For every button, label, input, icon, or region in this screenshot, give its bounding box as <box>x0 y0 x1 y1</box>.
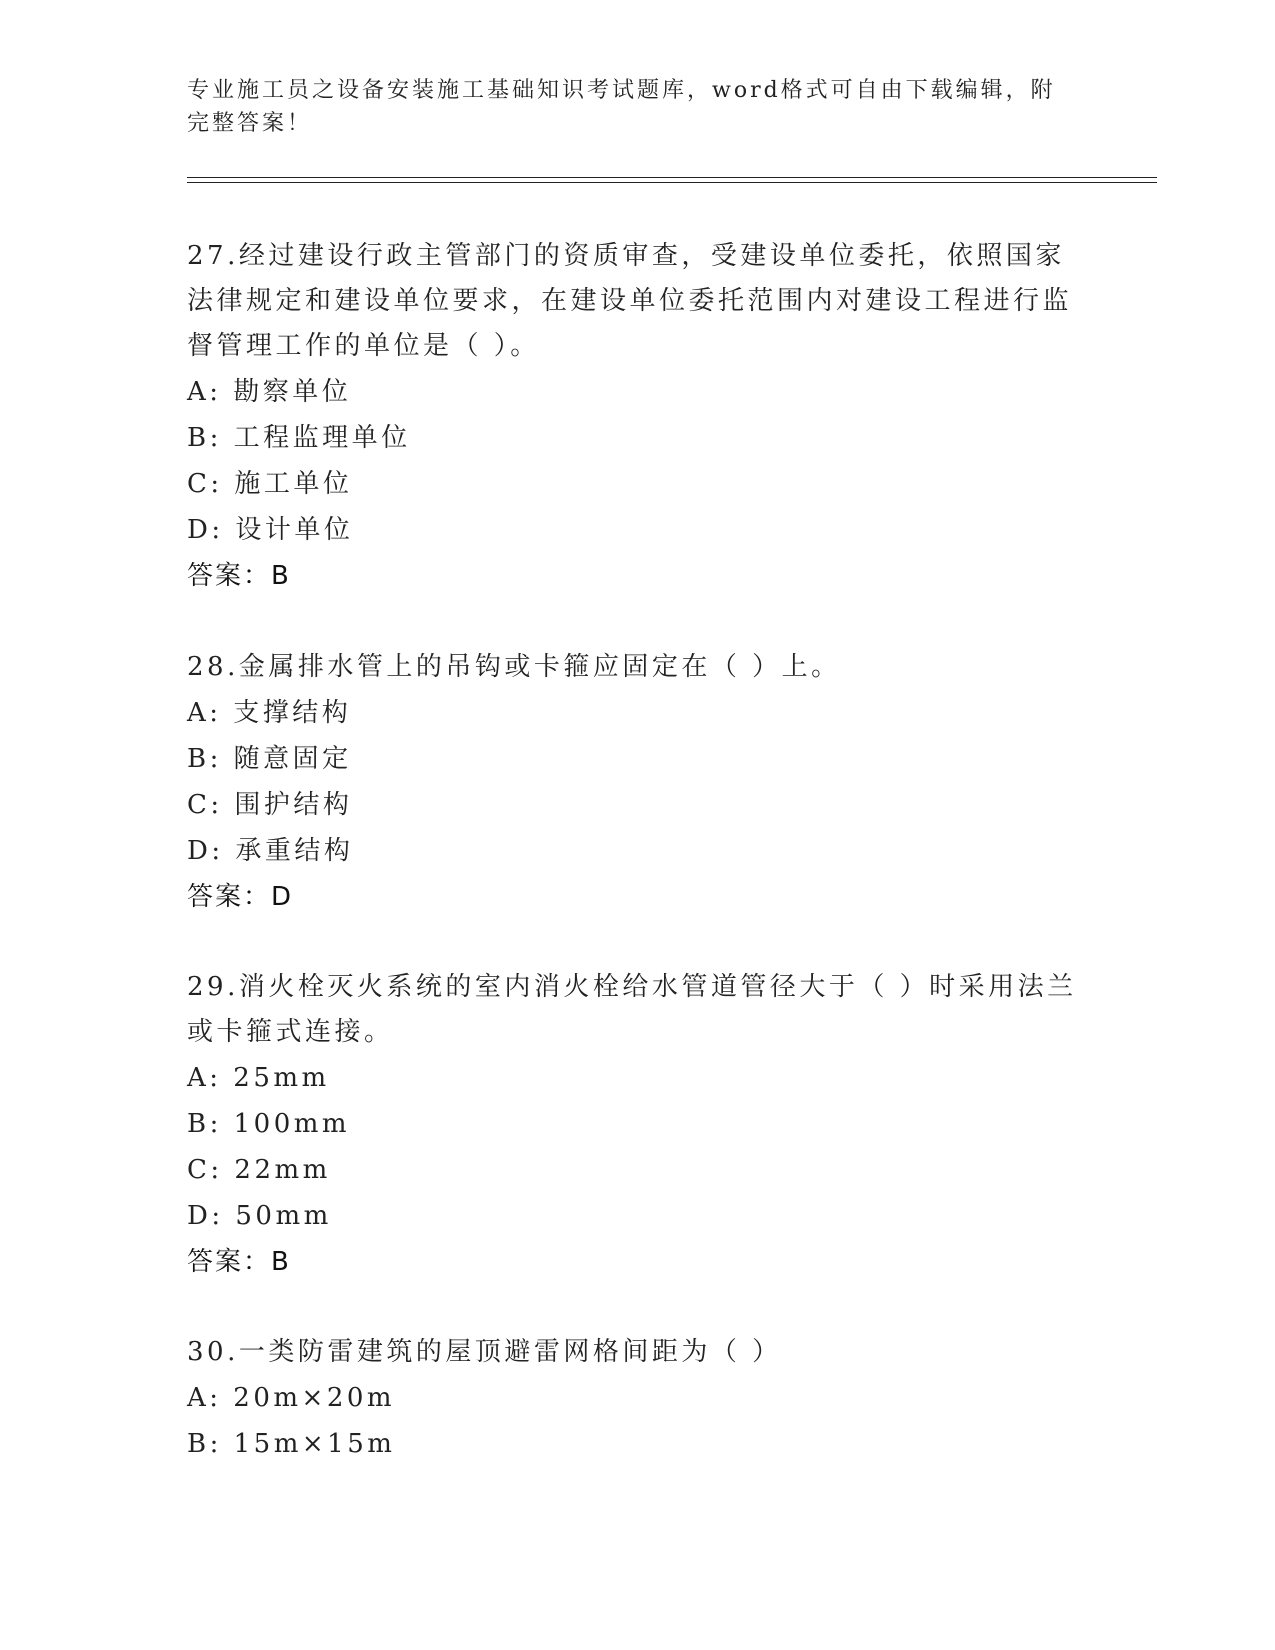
question-27 <box>187 234 1087 599</box>
answer: 答案：B <box>187 1247 291 1277</box>
option-c: C: 围护结构 <box>187 790 353 820</box>
option-c: C: 施工单位 <box>187 469 353 499</box>
question-stem: 28.金属排水管上的吊钩或卡箍应固定在（ ）上。 <box>187 652 841 682</box>
option-a: A: 支撑结构 <box>187 698 352 728</box>
question-28 <box>187 645 1087 920</box>
option-b: B: 15m×15m <box>187 1429 396 1459</box>
option-a: A: 勘察单位 <box>187 377 352 407</box>
option-d: D: 50mm <box>187 1201 332 1231</box>
question-29 <box>187 965 1087 1285</box>
document-header: 专业施工员之设备安装施工基础知识考试题库，word格式可自由下载编辑，附完整答案！ <box>187 78 1056 136</box>
option-b: B: 100mm <box>187 1109 351 1139</box>
option-c: C: 22mm <box>187 1155 331 1185</box>
question-stem: 29.消火栓灭火系统的室内消火栓给水管道管径大于（ ）时采用法兰或卡箍式连接。 <box>187 972 1077 1047</box>
question-stem: 30.一类防雷建筑的屋顶避雷网格间距为（ ） <box>187 1337 782 1367</box>
option-d: D: 承重结构 <box>187 836 354 866</box>
option-b: B: 工程监理单位 <box>187 423 411 453</box>
option-a: A: 25mm <box>187 1063 330 1093</box>
question-stem: 27.经过建设行政主管部门的资质审查，受建设单位委托，依照国家法律规定和建设单位要求，在建设单位委托范围内对建设工程进行监督管理工作的单位是（ ）。 <box>187 241 1073 361</box>
option-b: B: 随意固定 <box>187 744 352 774</box>
answer: 答案：D <box>187 882 294 912</box>
header-divider-top <box>187 177 1157 178</box>
option-a: A: 20m×20m <box>187 1383 396 1413</box>
header-divider-bottom <box>187 182 1157 183</box>
question-30 <box>187 1330 1087 1467</box>
option-d: D: 设计单位 <box>187 515 354 545</box>
answer: 答案：B <box>187 561 291 591</box>
